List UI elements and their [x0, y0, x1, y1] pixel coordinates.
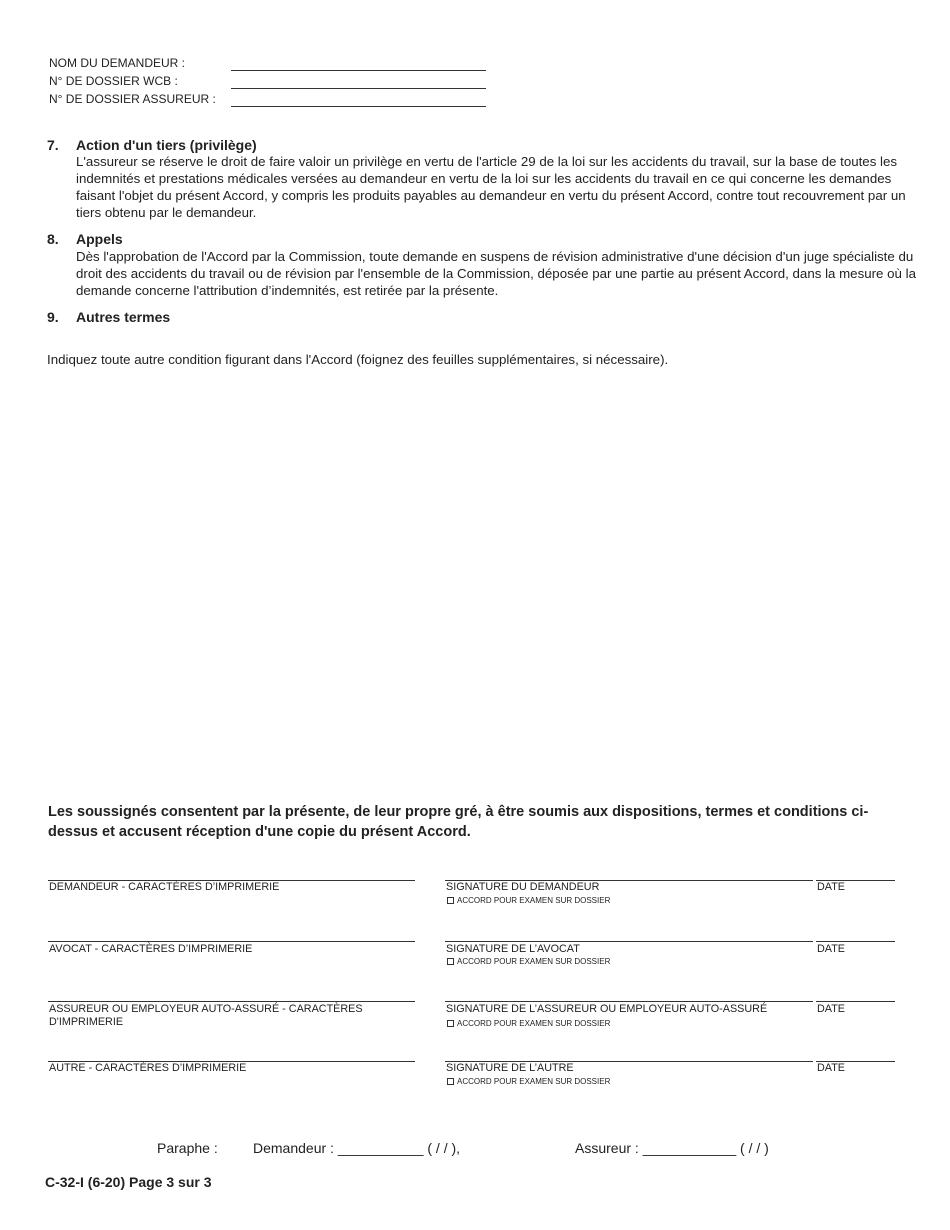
claimant-name-label: NOM DU DEMANDEUR :: [49, 56, 186, 70]
section-8-title: Appels: [76, 231, 123, 247]
other-review-checkbox-row[interactable]: [447, 1077, 610, 1086]
insurer-review-checkbox-label: ACCORD POUR EXAMEN SUR DOSSIER: [457, 1019, 611, 1028]
checkbox-icon[interactable]: [447, 1020, 454, 1027]
section-7-title: Action d'un tiers (privilège): [76, 137, 257, 153]
section-8-body: Dès l'approbation de l'Accord par la Commission, toute demande en suspens de révision administrative d'une décision d'un juge spécialiste du droit des accidents du travail ou de révision par l'ensemble de la Commission, déposée par une partie au présent Accord, dans la mesure où la demande concerne l'attribution d’indemnités, est retirée par la présente.: [76, 249, 916, 298]
claimant-signature-label: SIGNATURE DU DEMANDEUR: [446, 881, 600, 893]
claimant-date-label: DATE: [817, 881, 845, 893]
other-terms-instruction: Indiquez toute autre condition figurant dans l'Accord (foignez des feuilles supplémentaires, si nécessaire).: [47, 352, 669, 367]
lawyer-review-checkbox-label: ACCORD POUR EXAMEN SUR DOSSIER: [457, 957, 611, 966]
initials-insurer[interactable]: Assureur : ____________ ( / / ): [575, 1140, 769, 1156]
checkbox-icon[interactable]: [447, 958, 454, 965]
claimant-print-label: DEMANDEUR - CARACTÈRES D’IMPRIMERIE: [49, 881, 280, 893]
claimant-review-checkbox-label: ACCORD POUR EXAMEN SUR DOSSIER: [457, 896, 611, 905]
insurer-date-label: DATE: [817, 1003, 845, 1015]
wcb-file-field[interactable]: [231, 88, 486, 89]
insurer-date-line[interactable]: [816, 1001, 895, 1002]
insurer-review-checkbox-row[interactable]: [447, 1019, 610, 1028]
initials-label: Paraphe :: [157, 1140, 218, 1156]
insurer-file-label: N° DE DOSSIER ASSUREUR :: [49, 92, 216, 106]
lawyer-date-line[interactable]: [816, 941, 895, 942]
other-signature-label: SIGNATURE DE L’AUTRE: [446, 1062, 574, 1074]
other-print-label: AUTRE - CARACTÈRES D’IMPRIMERIE: [49, 1062, 247, 1074]
claimant-name-field[interactable]: [231, 70, 486, 71]
section-9-number: 9.: [47, 309, 59, 325]
section-9-title: Autres termes: [76, 309, 171, 325]
section-7-number: 7.: [47, 137, 59, 153]
consent-statement: Les soussignés consentent par la présente, de leur propre gré, à être soumis aux dispositions, termes et conditions ci-dessus et accusent réception d'une copie du présent Accord.: [48, 804, 869, 840]
insurer-signature-label: SIGNATURE DE L’ASSUREUR OU EMPLOYEUR AUTO-ASSURÉ: [446, 1003, 768, 1015]
lawyer-date-label: DATE: [817, 943, 845, 955]
insurer-print-line[interactable]: [48, 1001, 415, 1002]
lawyer-signature-label: SIGNATURE DE L’AVOCAT: [446, 943, 580, 955]
section-8-number: 8.: [47, 231, 59, 247]
checkbox-icon[interactable]: [447, 897, 454, 904]
wcb-file-label: N° DE DOSSIER WCB :: [49, 74, 178, 88]
lawyer-print-label: AVOCAT - CARACTÈRES D’IMPRIMERIE: [49, 943, 253, 955]
lawyer-signature-line[interactable]: [445, 941, 813, 942]
lawyer-print-line[interactable]: [48, 941, 415, 942]
insurer-file-field[interactable]: [231, 106, 486, 107]
other-terms-area[interactable]: [47, 372, 907, 792]
other-review-checkbox-label: ACCORD POUR EXAMEN SUR DOSSIER: [457, 1077, 611, 1086]
initials-claimant[interactable]: Demandeur : ___________ ( / / ),: [253, 1140, 461, 1156]
insurer-print-label: ASSUREUR OU EMPLOYEUR AUTO-ASSURÉ - CARACTÈRES D'IMPRIMERIE: [49, 1003, 363, 1028]
form-footer: C-32-I (6-20) Page 3 sur 3: [45, 1174, 212, 1190]
claimant-review-checkbox-row[interactable]: [447, 896, 610, 905]
other-date-label: DATE: [817, 1062, 845, 1074]
section-7-body: L'assureur se réserve le droit de faire valoir un privilège en vertu de l'article 29 de la loi sur les accidents du travail, sur la base de toutes les indemnités et prestations médicales versées au demandeur en vertu de la loi sur les accidents du travail en ce qui concerne les demandes faisant l'objet du présent Accord, y compris les produits payables au demandeur en vertu du présent Accord, contre tout recouvrement par un tiers obtenu par le demandeur.: [76, 154, 906, 220]
lawyer-review-checkbox-row[interactable]: [447, 957, 610, 966]
checkbox-icon[interactable]: [447, 1078, 454, 1085]
insurer-signature-line[interactable]: [445, 1001, 813, 1002]
